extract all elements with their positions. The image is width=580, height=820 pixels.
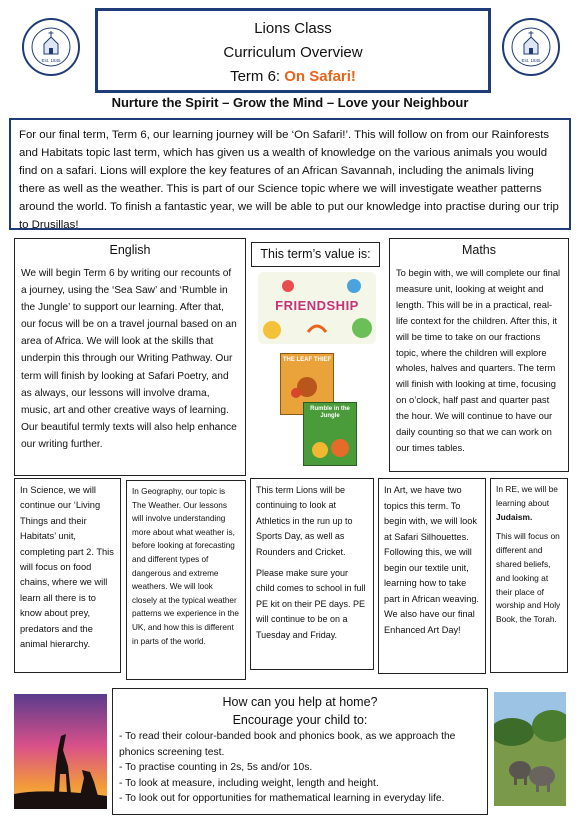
book-title-2: Rumble in the Jungle [310,406,350,419]
value-word: FRIENDSHIP [275,298,359,313]
jungle-animals-illustration [304,420,356,466]
school-badge-left [22,18,80,76]
english-text: We will begin Term 6 by writing our recounts of a journey, using the ‘Sea Saw’ and ‘Rumble in the Jungle’ to support our learning. After that, our focus will be on a travel journal based on an area of Africa. We will look at the skills that underpin this through our Writing Pathway. Our term will finish by looking at Safari Poetry, and as always, our lessons will involve drama, music, art and other creative ways of learning. Our beautiful termly texts will also help enhance our writing further. [21,268,237,450]
re-text-faith: Judaism. [496,511,533,522]
maths-panel [389,238,569,472]
value-title: This term’s value is: [260,247,371,261]
home-help-subtitle: Encourage your child to: [232,713,368,727]
re-panel [490,478,568,673]
term-topic: On Safari! [284,68,356,85]
badge-text: Est. 1845 [41,58,61,63]
giraffe-silhouette-art [14,694,107,809]
list-item: - To read their colour-banded book and phonics book, as we approach the phonics screening test. [119,731,456,758]
squirrel-illustration [281,363,333,403]
term-line [98,65,488,89]
book-title-1: THE LEAF THIEF [282,357,332,363]
overview-title: Curriculum Overview [223,44,363,61]
term-prefix: Term 6: [230,68,285,85]
school-motto: Nurture the Spirit – Grow the Mind – Love your Neighbour [111,95,469,110]
elephants-savannah-photo [494,692,566,806]
re-text-intro: In RE, we will be learning about [496,484,558,508]
science-panel [14,478,121,673]
pe-text-1: This term Lions will be continuing to look at Athletics in the run up to Sports Day, as well as Rounders and Cricket. [256,485,353,557]
pe-panel [250,478,374,670]
home-help-list [119,729,481,807]
art-text: In Art, we have two topics this term. To begin with, we will look at Safari Silhouettes. Following this, we will begin our textile unit, learning how to take part in African weaving. We also have our final Enhanced Art Day! [384,485,479,635]
english-panel [14,238,246,476]
pe-text-2: Please make sure your child comes to school in full PE kit on their PE days. PE will continue to be on a Tuesday and Friday. [256,568,366,640]
list-item: - To look out for opportunities for mathematical learning in everyday life. [119,793,445,805]
elephants-savannah-image [494,692,566,806]
friendship-image [258,272,376,344]
school-badge-right [502,18,560,76]
list-item: - To look at measure, including weight, length and height. [119,777,379,789]
value-panel [251,242,380,267]
class-name: Lions Class [254,20,332,37]
art-panel [378,478,486,674]
science-text: In Science, we will continue our ‘Living Things and their Habitats’ unit, completing part 2. This will focus on food chains, where we will learn all there is to know about prey, predators and the animal hierarchy. [20,485,114,650]
church-icon [504,20,558,74]
badge-text: Est. 1845 [521,58,541,63]
home-help-title: How can you help at home? [222,695,378,709]
book-cover-rumble [303,402,357,466]
english-title: English [109,243,151,257]
maths-text: To begin with, we will complete our final measure unit, looking at weight and length. This will be in a practical, real-life context for the children. After this, it will be time to take on our fractions topic, where the children will explore wholes, halves and quarters. The term will finish with looking at time, focusing on o’clock, half past and quarter past the hour. We will continue to have our daily counting so that we can work on our times tables. [396,267,561,453]
maths-title: Maths [461,243,497,257]
title-box [95,8,491,93]
list-item: - To practise counting in 2s, 5s and/or 10s. [119,762,313,774]
intro-panel: For our final term, Term 6, our learning journey will be ‘On Safari!’. This will follow on from our Rainforests and Habitats topic last term, which has given us a wealth of knowledge on the various animals you would find on a safari. Lions will explore the key features of an African Savannah, including the animals living there as well as the weather. This is part of our Science topic where we will investigate weather patterns around the world. To finish a fantastic year, we will be able to put our knowledge into practise during our trip to Drusillas! [9,118,571,230]
home-help-panel [112,688,488,815]
re-text-1 [491,479,567,528]
giraffe-silhouette-image [14,694,107,809]
geography-panel [126,480,246,680]
re-text-2: This will focus on different and shared beliefs, and looking at their place of worship and Holy Book, the Torah. [496,531,561,625]
geography-text: In Geography, our topic is The Weather. Our lessons will involve understanding more about what weather is, before looking at forecasting and different types of dangerous and extreme weathers. We will look closely at the typical weather patterns we experience in the UK, and how this is different in parts of the world. [132,487,239,646]
church-icon [24,20,78,74]
